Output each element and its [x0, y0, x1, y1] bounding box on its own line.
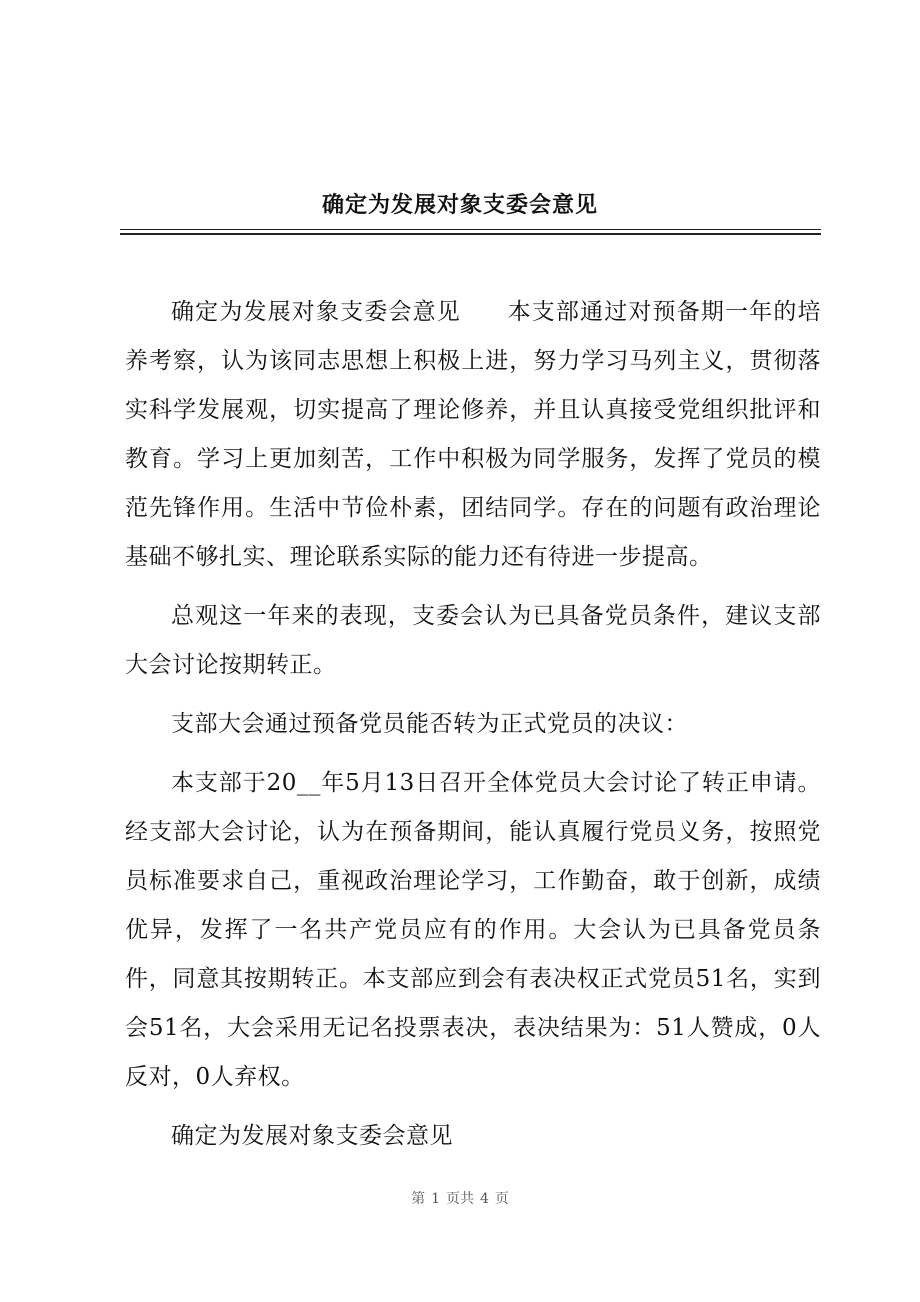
document-title: 确定为发展对象支委会意见: [321, 192, 598, 218]
paragraph-4: 本支部于20__年5月13日召开全体党员大会讨论了转正申请。经支部大会讨论，认为在预备期间，能认真履行党员义务，按照党员标准要求自己，重视政治理论学习，工作勤奋，敢于创新，成绩优异，发挥了一名共产党员应有的作用。大会认为已具备党员条件，同意其按期转正。本支部应到会有表决权正式党员51名，实到会51名，大会采用无记名投票表决，表决结果为：51人赞成，0人反对，0人弃权。: [125, 770, 821, 1090]
paragraph-1-lead: 确定为发展对象支委会意见: [171, 299, 461, 325]
footer-suffix: 页: [494, 1191, 509, 1207]
page-footer: [0, 1188, 920, 1208]
footer-current-page: 1: [431, 1191, 440, 1207]
paragraph-1: [125, 288, 821, 582]
footer-prefix: 第: [411, 1191, 426, 1207]
footer-total-pages: 4: [480, 1191, 489, 1207]
title-double-rule: [120, 229, 821, 235]
paragraph-1-text: 本支部通过对预备期一年的培养考察，认为该同志思想上积极上进，努力学习马列主义，贯彻落实科学发展观，切实提高了理论修养，并且认真接受党组织批评和教育。学习上更加刻苦，工作中积极为同学服务，发挥了党员的模范先锋作用。生活中节俭朴素，团结同学。存在的问题有政治理论基础不够扎实、理论联系实际的能力还有待进一步提高。: [125, 299, 822, 570]
paragraph-5: 确定为发展对象支委会意见: [171, 1123, 453, 1149]
document-body: [125, 288, 821, 1161]
paragraph-3: 支部大会通过预备党员能否转为正式党员的决议：: [171, 711, 688, 737]
footer-middle: 页共: [446, 1191, 474, 1207]
paragraph-2: 总观这一年来的表现，支委会认为已具备党员条件，建议支部大会讨论按期转正。: [125, 603, 821, 678]
